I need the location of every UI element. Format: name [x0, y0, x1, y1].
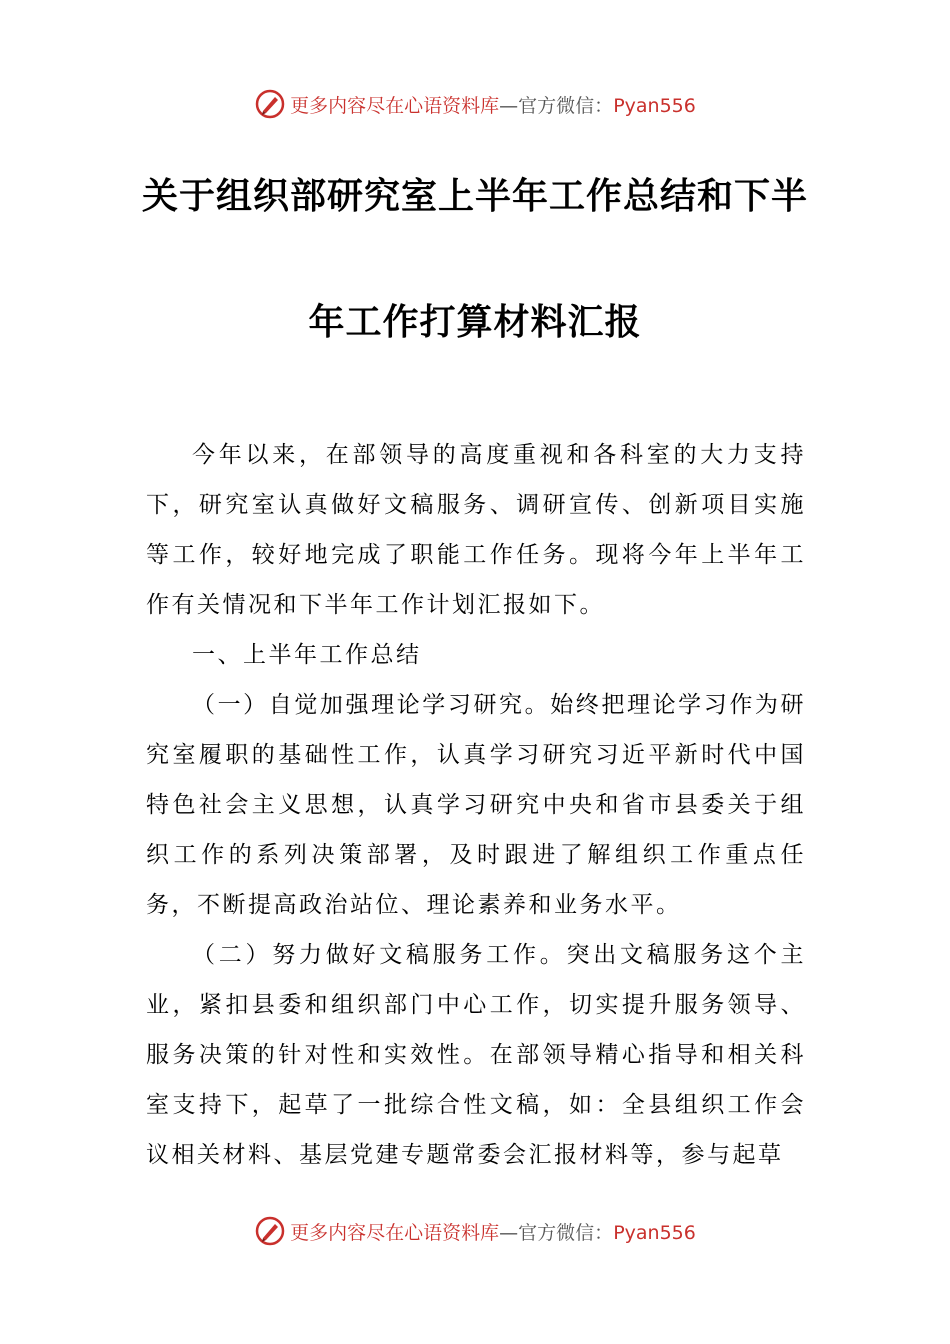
- pen-logo-icon: [254, 88, 286, 120]
- watermark-banner-top: [0, 84, 950, 124]
- paragraph-document-service: （二）努力做好文稿服务工作。突出文稿服务这个主业，紧扣县委和组织部门中心工作，切实提升服务领导、服务决策的针对性和实效性。在部领导精心指导和相关科室支持下，起草了一批综合性文稿，如：全县组织工作会议相关材料、基层党建专题常委会汇报材料等，参与起草: [146, 942, 806, 1168]
- section-heading: 一、上半年工作总结: [192, 642, 422, 668]
- watermark-text: 更多内容尽在心语资料库—官方微信：Pyan556: [290, 94, 696, 117]
- paragraph-theory-study: （一）自觉加强理论学习研究。始终把理论学习作为研究室履职的基础性工作，认真学习研究习近平新时代中国特色社会主义思想，认真学习研究中央和省市县委关于组织工作的系列决策部署，及时跟进了解组织工作重点任务，不断提高政治站位、理论素养和业务水平。: [146, 692, 806, 918]
- document-body: [146, 430, 806, 1180]
- paragraph-intro: 今年以来，在部领导的高度重视和各科室的大力支持下，研究室认真做好文稿服务、调研宣传、创新项目实施等工作，较好地完成了职能工作任务。现将今年上半年工作有关情况和下半年工作计划汇报如下。: [146, 442, 806, 618]
- watermark-text: 更多内容尽在心语资料库—官方微信：Pyan556: [290, 1221, 696, 1244]
- document-title-line-1: 关于组织部研究室上半年工作总结和下半: [141, 175, 808, 217]
- document-title-line-2: 年工作打算材料汇报: [308, 301, 642, 343]
- pen-logo-icon: [254, 1215, 286, 1247]
- watermark-banner-bottom: [0, 1211, 950, 1251]
